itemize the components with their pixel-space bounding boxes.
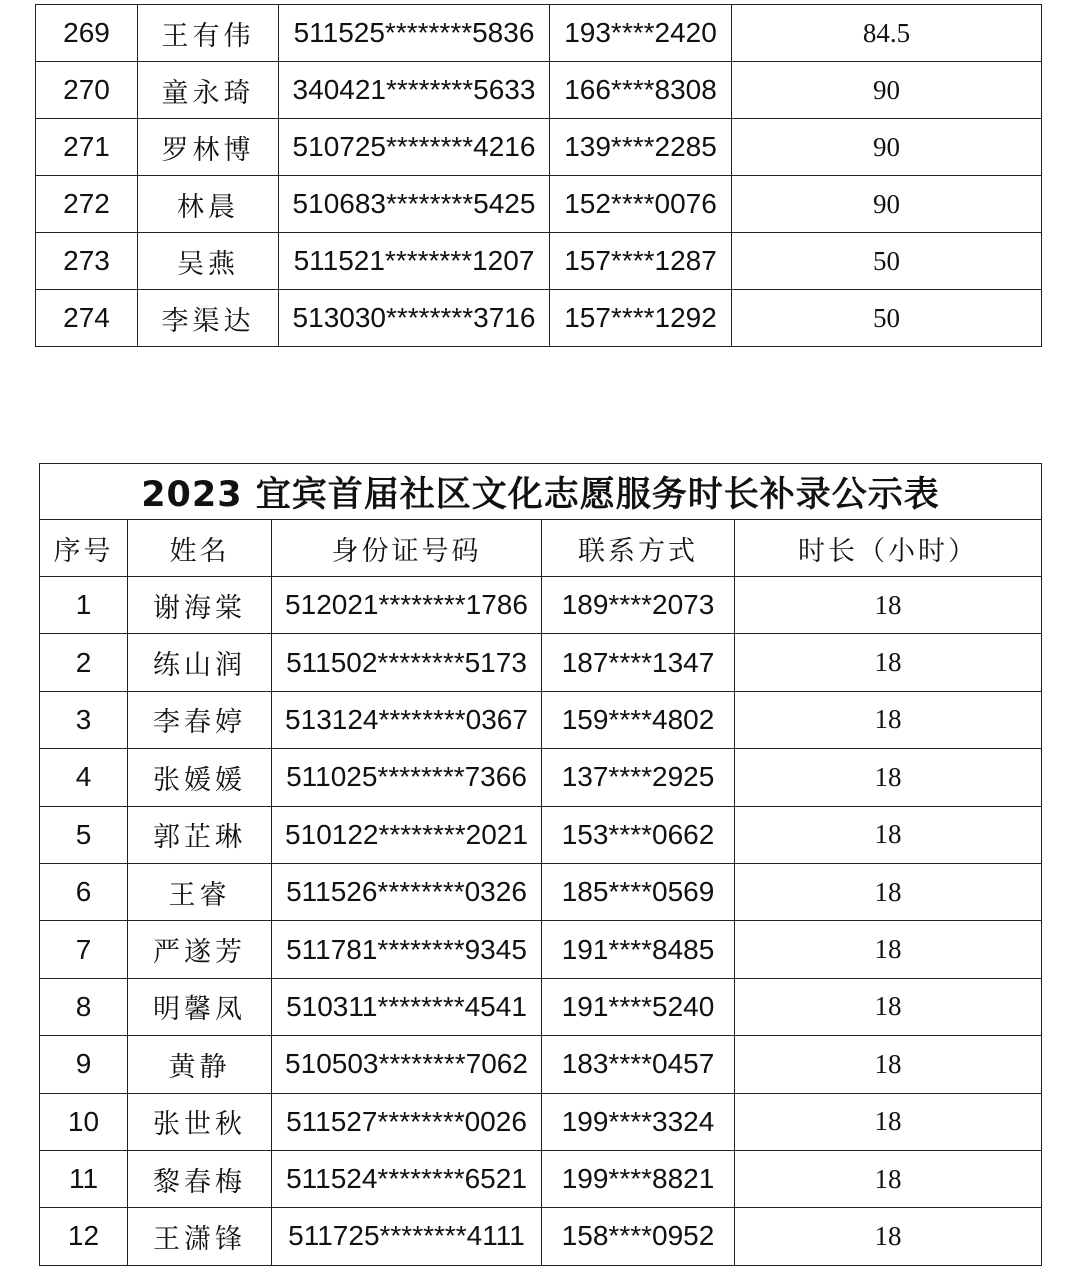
header-name: 姓名 xyxy=(128,520,272,577)
row-id-number: 511781********9345 xyxy=(272,921,542,978)
volunteer-hours-table xyxy=(39,463,1042,1266)
row-name: 童永琦 xyxy=(138,62,279,119)
row-phone: 157****1292 xyxy=(550,290,732,347)
row-phone: 139****2285 xyxy=(550,119,732,176)
row-hours: 18 xyxy=(735,1208,1042,1265)
row-number: 7 xyxy=(40,921,128,978)
table-row xyxy=(40,863,1042,920)
table-row xyxy=(40,691,1042,748)
row-name: 郭芷琳 xyxy=(128,806,272,863)
header-phone: 联系方式 xyxy=(542,520,735,577)
row-hours: 18 xyxy=(735,1150,1042,1207)
row-name: 张世秋 xyxy=(128,1093,272,1150)
row-hours: 18 xyxy=(735,978,1042,1035)
row-id-number: 511526********0326 xyxy=(272,863,542,920)
table-row xyxy=(36,119,1042,176)
row-phone: 166****8308 xyxy=(550,62,732,119)
table-row xyxy=(40,921,1042,978)
row-name: 王睿 xyxy=(128,863,272,920)
row-phone: 183****0457 xyxy=(542,1036,735,1093)
row-hours: 50 xyxy=(732,233,1042,290)
row-hours: 90 xyxy=(732,62,1042,119)
row-hours: 18 xyxy=(735,749,1042,806)
table-row xyxy=(36,290,1042,347)
row-name: 黎春梅 xyxy=(128,1150,272,1207)
table-row xyxy=(40,1150,1042,1207)
volunteer-table-continued xyxy=(35,4,1042,347)
row-id-number: 511521********1207 xyxy=(279,233,550,290)
row-phone: 191****5240 xyxy=(542,978,735,1035)
table-row xyxy=(40,1093,1042,1150)
row-phone: 187****1347 xyxy=(542,634,735,691)
row-id-number: 513124********0367 xyxy=(272,691,542,748)
header-hours: 时长（小时） xyxy=(735,520,1042,577)
row-hours: 90 xyxy=(732,119,1042,176)
row-hours: 18 xyxy=(735,634,1042,691)
table-top-body xyxy=(36,5,1042,347)
row-id-number: 511502********5173 xyxy=(272,634,542,691)
row-phone: 158****0952 xyxy=(542,1208,735,1265)
table-title: 2023 宜宾首届社区文化志愿服务时长补录公示表 xyxy=(40,464,1042,520)
row-phone: 189****2073 xyxy=(542,577,735,634)
row-number: 269 xyxy=(36,5,138,62)
row-number: 12 xyxy=(40,1208,128,1265)
table-bottom-body xyxy=(40,577,1042,1266)
row-id-number: 511725********4111 xyxy=(272,1208,542,1265)
table-row xyxy=(40,1208,1042,1265)
row-id-number: 510122********2021 xyxy=(272,806,542,863)
row-number: 274 xyxy=(36,290,138,347)
row-id-number: 340421********5633 xyxy=(279,62,550,119)
row-id-number: 512021********1786 xyxy=(272,577,542,634)
row-phone: 153****0662 xyxy=(542,806,735,863)
row-number: 273 xyxy=(36,233,138,290)
row-name: 谢海棠 xyxy=(128,577,272,634)
table-row xyxy=(36,176,1042,233)
header-id-number: 身份证号码 xyxy=(272,520,542,577)
row-number: 9 xyxy=(40,1036,128,1093)
row-name: 王有伟 xyxy=(138,5,279,62)
row-number: 271 xyxy=(36,119,138,176)
row-id-number: 511525********5836 xyxy=(279,5,550,62)
row-hours: 18 xyxy=(735,806,1042,863)
row-hours: 18 xyxy=(735,921,1042,978)
table-title-row xyxy=(40,464,1042,520)
header-number: 序号 xyxy=(40,520,128,577)
row-name: 林晨 xyxy=(138,176,279,233)
row-id-number: 511527********0026 xyxy=(272,1093,542,1150)
row-name: 张媛媛 xyxy=(128,749,272,806)
row-number: 1 xyxy=(40,577,128,634)
row-id-number: 510725********4216 xyxy=(279,119,550,176)
table-row xyxy=(36,233,1042,290)
table-head xyxy=(40,464,1042,577)
row-number: 6 xyxy=(40,863,128,920)
row-name: 黄静 xyxy=(128,1036,272,1093)
row-hours: 90 xyxy=(732,176,1042,233)
row-hours: 50 xyxy=(732,290,1042,347)
row-id-number: 511025********7366 xyxy=(272,749,542,806)
row-number: 270 xyxy=(36,62,138,119)
row-hours: 84.5 xyxy=(732,5,1042,62)
row-number: 272 xyxy=(36,176,138,233)
row-number: 3 xyxy=(40,691,128,748)
row-number: 4 xyxy=(40,749,128,806)
row-phone: 199****8821 xyxy=(542,1150,735,1207)
table-row xyxy=(40,577,1042,634)
table-header-row xyxy=(40,520,1042,577)
row-phone: 157****1287 xyxy=(550,233,732,290)
row-phone: 185****0569 xyxy=(542,863,735,920)
row-number: 5 xyxy=(40,806,128,863)
row-name: 吴燕 xyxy=(138,233,279,290)
row-name: 李渠达 xyxy=(138,290,279,347)
row-name: 李春婷 xyxy=(128,691,272,748)
table-row xyxy=(40,749,1042,806)
row-phone: 199****3324 xyxy=(542,1093,735,1150)
row-id-number: 510683********5425 xyxy=(279,176,550,233)
table-row xyxy=(40,1036,1042,1093)
table-row xyxy=(36,62,1042,119)
row-hours: 18 xyxy=(735,863,1042,920)
row-id-number: 510311********4541 xyxy=(272,978,542,1035)
row-name: 明馨凤 xyxy=(128,978,272,1035)
row-number: 8 xyxy=(40,978,128,1035)
row-hours: 18 xyxy=(735,1036,1042,1093)
table-row xyxy=(40,634,1042,691)
row-phone: 152****0076 xyxy=(550,176,732,233)
table-row xyxy=(36,5,1042,62)
table-row xyxy=(40,978,1042,1035)
row-number: 11 xyxy=(40,1150,128,1207)
row-id-number: 510503********7062 xyxy=(272,1036,542,1093)
row-phone: 193****2420 xyxy=(550,5,732,62)
row-id-number: 511524********6521 xyxy=(272,1150,542,1207)
row-name: 王潇锋 xyxy=(128,1208,272,1265)
row-phone: 137****2925 xyxy=(542,749,735,806)
row-phone: 159****4802 xyxy=(542,691,735,748)
row-number: 2 xyxy=(40,634,128,691)
row-number: 10 xyxy=(40,1093,128,1150)
row-name: 罗林博 xyxy=(138,119,279,176)
row-name: 练山润 xyxy=(128,634,272,691)
table-row xyxy=(40,806,1042,863)
row-hours: 18 xyxy=(735,1093,1042,1150)
row-id-number: 513030********3716 xyxy=(279,290,550,347)
row-name: 严遂芳 xyxy=(128,921,272,978)
row-phone: 191****8485 xyxy=(542,921,735,978)
row-hours: 18 xyxy=(735,691,1042,748)
row-hours: 18 xyxy=(735,577,1042,634)
